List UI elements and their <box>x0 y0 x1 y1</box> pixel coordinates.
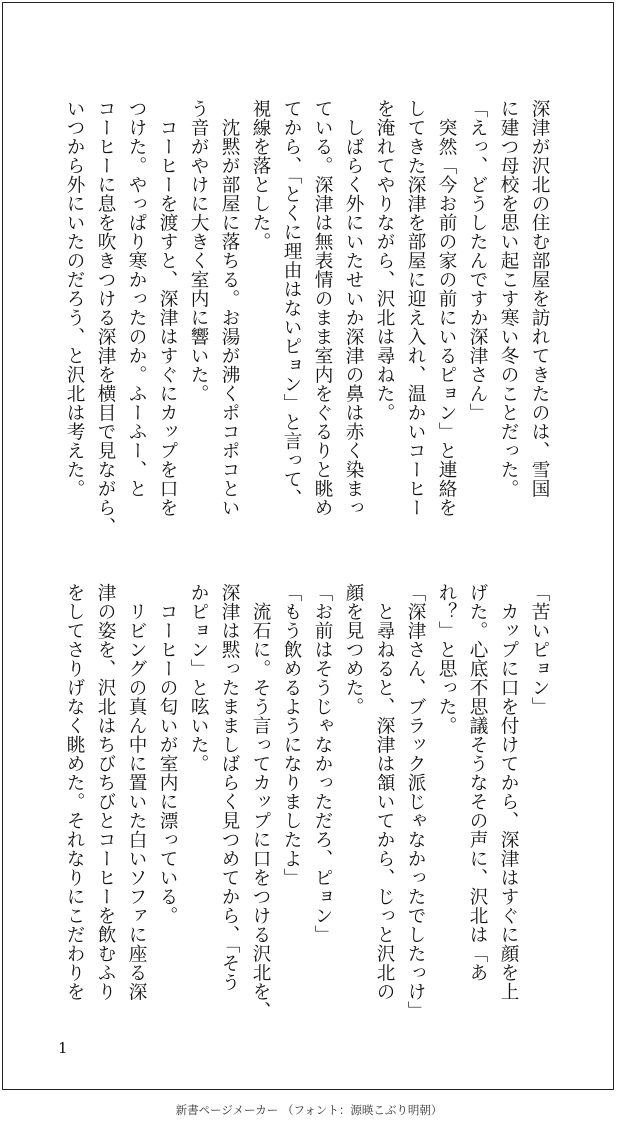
text-line: つけた。やっぱり寒かったのか。ふーふー、と <box>126 99 147 498</box>
text-line: に建つ母校を思い起こす寒い冬のことだった。 <box>498 99 519 498</box>
text-line: コーヒーに息を吹きつける深津を横目で見ながら、 <box>95 99 116 536</box>
text-line: 「苦いピョン」 <box>529 583 550 716</box>
text-line: 「深津さん、ブラック派じゃなかったでしたっけ」 <box>405 583 426 1020</box>
text-line: 視線を落とした。 <box>250 99 271 251</box>
page-number: 1 <box>58 1039 68 1057</box>
text-block-top <box>59 99 555 536</box>
text-line: 「もう飲めるようになりましたよ」 <box>281 583 302 887</box>
manuscript-page <box>2 2 614 1090</box>
text-line: いつから外にいたのだろう、と沢北は考えた。 <box>64 99 85 498</box>
text-line: げた。心底不思議そうなその声に、沢北は「あ <box>467 583 488 982</box>
text-line: 突然「今お前の家の前にいるピョン」と連絡を <box>436 99 457 517</box>
text-line: 沈黙が部屋に落ちる。お湯が沸くポコポコとい <box>219 99 240 517</box>
text-line: コーヒーを渡すと、深津はすぐにカップを口を <box>157 99 178 517</box>
text-block-bottom <box>59 583 555 1020</box>
text-line: 深津が沢北の住む部屋を訪れてきたのは、雪国 <box>529 99 550 498</box>
text-line: れ？」と思った。 <box>436 583 457 735</box>
text-line: リビングの真ん中に置いた白いソファに座る深 <box>126 583 147 1001</box>
text-line: ている。深津は無表情のまま室内をぐるりと眺め <box>312 99 333 517</box>
text-line: カップに口を付けてから、深津はすぐに顔を上 <box>498 583 519 1001</box>
text-line: 津の姿を、沢北はちびちびとコーヒーを飲むふり <box>95 583 116 1001</box>
text-line: しばらく外にいたせいか深津の鼻は赤く染まっ <box>343 99 364 517</box>
text-line: てから、「とくに理由はないピョン」と言って、 <box>281 99 302 508</box>
text-line: 「えっ、どうしたんですか深津さん」 <box>467 99 488 422</box>
text-line: してきた深津を部屋に迎え入れ、温かいコーヒー <box>405 99 426 517</box>
text-line: と尋ねると、深津は頷いてから、じっと沢北の <box>374 583 395 1001</box>
text-line: を淹れてやりながら、沢北は尋ねた。 <box>374 99 395 422</box>
text-line: コーヒーの匂いが室内に漂っている。 <box>157 583 178 925</box>
text-line: をしてさりげなく眺めた。それなりにこだわりを <box>64 583 85 1001</box>
text-line: 流石に。そう言ってカップに口をつける沢北を、 <box>250 583 271 1020</box>
text-line: かピョン」と呟いた。 <box>188 583 209 773</box>
text-line: 顔を見つめた。 <box>343 583 364 716</box>
text-line: 深津は黙ったまましばらく見つめてから、「そう <box>219 583 240 992</box>
text-line: う音がやけに大きく室内に響いた。 <box>188 99 209 403</box>
text-line: 「お前はそうじゃなかっただろ、ピョン」 <box>312 583 333 944</box>
footer-credit: 新書ページメーカー （フォント：源暎こぶり明朝） <box>175 1103 443 1117</box>
